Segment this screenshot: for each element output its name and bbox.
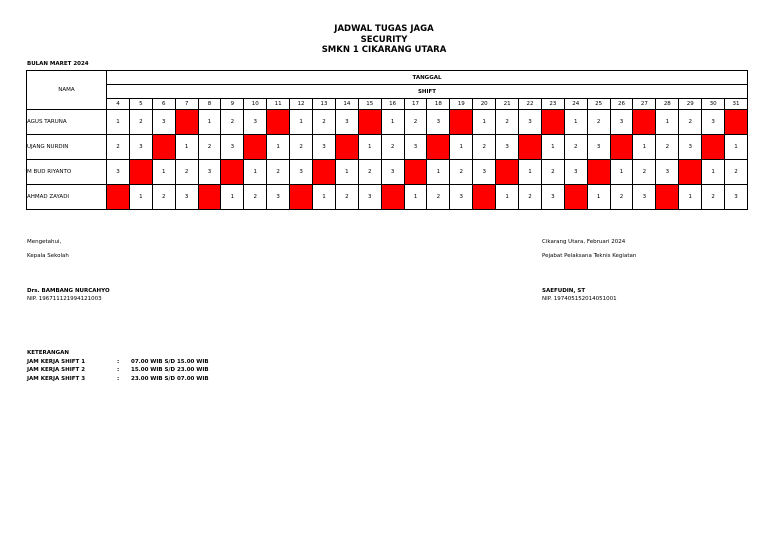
- day-header: 10: [244, 99, 267, 110]
- day-off-cell: [473, 185, 496, 210]
- shift-cell: 3: [633, 185, 656, 210]
- shift-cell: 2: [381, 135, 404, 160]
- shift-cell: 2: [633, 160, 656, 185]
- day-header: 4: [107, 99, 130, 110]
- left-sign-name: Drs. BAMBANG NURCAHYO: [27, 288, 110, 294]
- shift-header: SHIFT: [107, 85, 748, 99]
- day-off-cell: [450, 110, 473, 135]
- day-header: 23: [541, 99, 564, 110]
- shift-cell: 1: [267, 135, 290, 160]
- shift-cell: 3: [381, 160, 404, 185]
- shift-cell: 1: [519, 160, 542, 185]
- shift-cell: 1: [656, 110, 679, 135]
- shift-cell: 3: [335, 110, 358, 135]
- guard-name: AGUS TARUNA: [27, 110, 107, 135]
- shift-cell: 2: [129, 110, 152, 135]
- day-header: 16: [381, 99, 404, 110]
- keterangan-item: [27, 375, 209, 384]
- shift-cell: 3: [198, 160, 221, 185]
- shift-cell: 2: [702, 185, 725, 210]
- shift-cell: 1: [107, 110, 130, 135]
- shift-cell: 2: [587, 110, 610, 135]
- day-header: 12: [290, 99, 313, 110]
- day-off-cell: [221, 160, 244, 185]
- shift-cell: 1: [152, 160, 175, 185]
- shift-cell: 2: [519, 185, 542, 210]
- day-off-cell: [587, 160, 610, 185]
- day-off-cell: [313, 160, 336, 185]
- day-header: 31: [725, 99, 748, 110]
- guard-name: AHMAD ZAYADI: [27, 185, 107, 210]
- shift-cell: 3: [725, 185, 748, 210]
- shift-cell: 2: [610, 185, 633, 210]
- day-off-cell: [427, 135, 450, 160]
- shift-cell: 3: [244, 110, 267, 135]
- shift-cell: 1: [541, 135, 564, 160]
- shift-cell: 3: [679, 135, 702, 160]
- day-header: 30: [702, 99, 725, 110]
- shift-cell: 1: [244, 160, 267, 185]
- shift-label: JAM KERJA SHIFT 1: [27, 358, 86, 365]
- shift-cell: 2: [152, 185, 175, 210]
- shift-cell: 2: [335, 185, 358, 210]
- day-header: 11: [267, 99, 290, 110]
- keterangan-title: KETERANGAN: [27, 350, 69, 356]
- title-line-1: JADWAL TUGAS JAGA: [334, 24, 434, 34]
- table-row: [27, 135, 748, 160]
- day-off-cell: [107, 185, 130, 210]
- month-label: BULAN MARET 2024: [27, 61, 89, 67]
- day-header: 19: [450, 99, 473, 110]
- day-header: 14: [335, 99, 358, 110]
- guard-name: M BUD RIYANTO: [27, 160, 107, 185]
- shift-cell: 1: [587, 185, 610, 210]
- day-header: 25: [587, 99, 610, 110]
- shift-cell: 1: [702, 160, 725, 185]
- day-off-cell: [519, 135, 542, 160]
- shift-cell: 3: [496, 135, 519, 160]
- shift-cell: 3: [152, 110, 175, 135]
- schedule-table: [26, 70, 748, 210]
- shift-cell: 3: [107, 160, 130, 185]
- day-header: 20: [473, 99, 496, 110]
- shift-cell: 3: [519, 110, 542, 135]
- day-off-cell: [702, 135, 725, 160]
- day-off-cell: [335, 135, 358, 160]
- shift-cell: 3: [427, 110, 450, 135]
- day-off-cell: [358, 110, 381, 135]
- shift-cell: 2: [725, 160, 748, 185]
- shift-cell: 1: [404, 185, 427, 210]
- right-sign-line-2: Pejabat Pelaksana Teknis Kegiatan: [542, 253, 637, 259]
- day-off-cell: [381, 185, 404, 210]
- left-sign-line-2: Kepala Sekolah: [27, 253, 69, 259]
- shift-cell: 2: [175, 160, 198, 185]
- separator: :: [117, 375, 120, 382]
- shift-label: JAM KERJA SHIFT 2: [27, 367, 86, 373]
- shift-cell: 1: [198, 110, 221, 135]
- day-header: 15: [358, 99, 381, 110]
- day-off-cell: [198, 185, 221, 210]
- shift-cell: 3: [290, 160, 313, 185]
- shift-cell: 2: [313, 110, 336, 135]
- day-off-cell: [679, 160, 702, 185]
- days-row: [27, 99, 748, 110]
- day-off-cell: [564, 185, 587, 210]
- shift-cell: 1: [290, 110, 313, 135]
- shift-cell: 2: [267, 160, 290, 185]
- day-off-cell: [244, 135, 267, 160]
- keterangan-item: [27, 366, 209, 375]
- shift-cell: 1: [335, 160, 358, 185]
- day-off-cell: [404, 160, 427, 185]
- shift-label: JAM KERJA SHIFT 3: [27, 375, 86, 382]
- day-header: 8: [198, 99, 221, 110]
- right-sign-name: SAEFUDIN, ST: [542, 288, 586, 294]
- shift-hours: 15.00 WIB S/D 23.00 WIB: [131, 367, 209, 373]
- title-line-3: SMKN 1 CIKARANG UTARA: [321, 45, 447, 55]
- shift-cell: 1: [358, 135, 381, 160]
- table-row: [27, 185, 748, 210]
- day-header: 6: [152, 99, 175, 110]
- shift-cell: 2: [427, 185, 450, 210]
- shift-cell: 3: [702, 110, 725, 135]
- keterangan-item: [27, 358, 209, 367]
- shift-cell: 2: [656, 135, 679, 160]
- shift-cell: 1: [313, 185, 336, 210]
- document-title: [0, 24, 768, 56]
- shift-hours: 23.00 WIB S/D 07.00 WIB: [131, 375, 209, 382]
- shift-cell: 2: [358, 160, 381, 185]
- day-header: 22: [519, 99, 542, 110]
- shift-cell: 2: [107, 135, 130, 160]
- shift-cell: 3: [129, 135, 152, 160]
- shift-cell: 2: [679, 110, 702, 135]
- right-sign-nip: NIP. 197405152014051001: [542, 296, 617, 302]
- day-off-cell: [725, 110, 748, 135]
- left-sign-line-1: Mengetahui,: [27, 239, 62, 245]
- shift-cell: 3: [564, 160, 587, 185]
- day-off-cell: [129, 160, 152, 185]
- shift-cell: 2: [564, 135, 587, 160]
- shift-cell: 2: [450, 160, 473, 185]
- day-header: 27: [633, 99, 656, 110]
- keterangan-section: [27, 349, 209, 383]
- shift-cell: 1: [221, 185, 244, 210]
- day-off-cell: [633, 110, 656, 135]
- day-off-cell: [541, 110, 564, 135]
- shift-cell: 1: [175, 135, 198, 160]
- day-header: 7: [175, 99, 198, 110]
- day-header: 26: [610, 99, 633, 110]
- day-header: 18: [427, 99, 450, 110]
- guard-name: UJANG NURDIN: [27, 135, 107, 160]
- day-header: 5: [129, 99, 152, 110]
- name-header: NAMA: [27, 71, 107, 110]
- shift-cell: 2: [198, 135, 221, 160]
- shift-cell: 3: [541, 185, 564, 210]
- shift-cell: 1: [679, 185, 702, 210]
- day-header: 17: [404, 99, 427, 110]
- shift-cell: 1: [633, 135, 656, 160]
- shift-cell: 2: [496, 110, 519, 135]
- day-off-cell: [152, 135, 175, 160]
- day-header: 28: [656, 99, 679, 110]
- day-header: 21: [496, 99, 519, 110]
- table-row: [27, 110, 748, 135]
- day-off-cell: [610, 135, 633, 160]
- shift-cell: 2: [473, 135, 496, 160]
- shift-cell: 2: [244, 185, 267, 210]
- title-line-2: SECURITY: [360, 34, 408, 45]
- shift-cell: 1: [564, 110, 587, 135]
- shift-cell: 3: [450, 185, 473, 210]
- shift-hours: 07.00 WIB S/D 15.00 WIB: [131, 358, 209, 365]
- day-off-cell: [267, 110, 290, 135]
- day-off-cell: [656, 185, 679, 210]
- day-header: 9: [221, 99, 244, 110]
- shift-cell: 3: [404, 135, 427, 160]
- day-off-cell: [175, 110, 198, 135]
- shift-cell: 3: [221, 135, 244, 160]
- day-header: 13: [313, 99, 336, 110]
- shift-cell: 1: [450, 135, 473, 160]
- shift-cell: 3: [610, 110, 633, 135]
- day-off-cell: [496, 160, 519, 185]
- day-off-cell: [290, 185, 313, 210]
- shift-cell: 2: [541, 160, 564, 185]
- shift-cell: 3: [175, 185, 198, 210]
- shift-cell: 3: [473, 160, 496, 185]
- separator: :: [117, 358, 120, 365]
- shift-cell: 2: [290, 135, 313, 160]
- right-sign-line-1: Cikarang Utara, Februari 2024: [542, 239, 626, 245]
- shift-cell: 2: [404, 110, 427, 135]
- shift-cell: 2: [221, 110, 244, 135]
- shift-cell: 1: [381, 110, 404, 135]
- day-header: 29: [679, 99, 702, 110]
- shift-cell: 1: [129, 185, 152, 210]
- shift-cell: 1: [496, 185, 519, 210]
- shift-cell: 1: [427, 160, 450, 185]
- shift-cell: 1: [725, 135, 748, 160]
- table-row: [27, 160, 748, 185]
- shift-cell: 3: [587, 135, 610, 160]
- shift-cell: 1: [610, 160, 633, 185]
- shift-cell: 3: [313, 135, 336, 160]
- shift-cell: 3: [656, 160, 679, 185]
- day-header: 24: [564, 99, 587, 110]
- shift-cell: 1: [473, 110, 496, 135]
- left-sign-nip: NIP. 196711121994121003: [27, 296, 102, 302]
- date-header: TANGGAL: [107, 71, 748, 85]
- shift-cell: 3: [267, 185, 290, 210]
- shift-cell: 3: [358, 185, 381, 210]
- separator: :: [117, 367, 120, 373]
